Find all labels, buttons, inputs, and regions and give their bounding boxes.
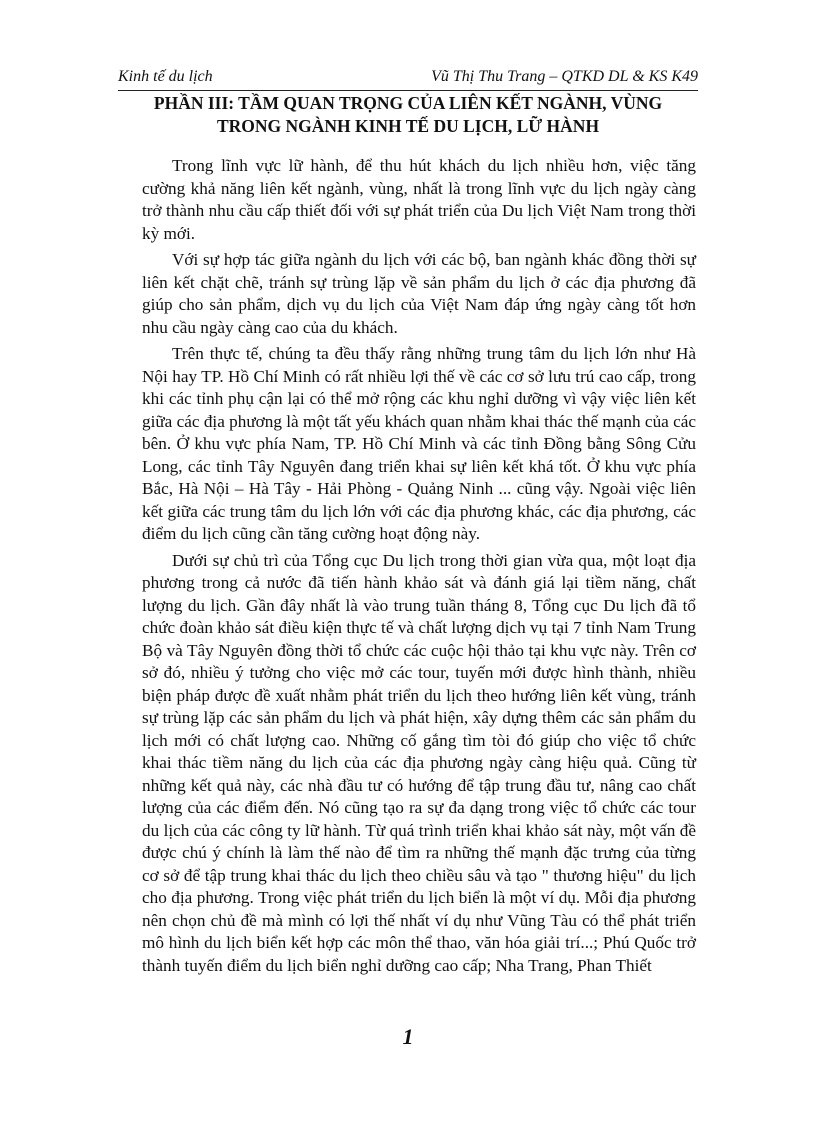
section-title-line-2: TRONG NGÀNH KINH TẾ DU LỊCH, LỮ HÀNH (216, 116, 600, 136)
paragraph: Dưới sự chủ trì của Tổng cục Du lịch trong thời gian vừa qua, một loạt địa phương trong cả nước đã tiến hành khảo sát và đánh giá lại tiềm năng, chất lượng du lịch. Gần đây nhất là vào trung tuần tháng 8, Tổng cục Du lịch đã tổ chức đoàn khảo sát điều kiện thực tế và chất lượng dịch vụ tại 7 tỉnh Nam Trung Bộ và Tây Nguyên đồng thời tổ chức các cuộc hội thảo tại khu vực này. Trên cơ sở đó, nhiều ý tưởng cho việc mở các tour, tuyến mới được hình thành, nhiều biện pháp được đề xuất nhằm phát triển du lịch theo hướng liên kết vùng, tránh sự trùng lặp các sản phẩm du lịch và phát hiện, xây dựng thêm các sản phẩm du lịch mới có chất lượng cao. Những cố gắng tìm tòi đó giúp cho việc tổ chức khai thác tiềm năng du lịch của các địa phương ngày càng hiệu quả. Cũng từ những kết quả này, các nhà đầu tư có hướng để tập trung đầu tư, nâng cao chất lượng của các điểm đến. Nó cũng tạo ra sự đa dạng trong việc tổ chức các tour du lịch của các công ty lữ hành. Từ quá trình triển khai khảo sát này, một vấn đề được chú ý chính là làm thế nào để tìm ra những thế mạnh đặc trưng của từng cơ sở để tập trung khai thác du lịch theo chiều sâu và tạo " thương hiệu" du lịch cho địa phương. Trong việc phát triển du lịch biển là một ví dụ. Mỗi địa phương nên chọn chủ đề mà mình có lợi thế nhất ví dụ như Vũng Tàu có thể phát triển mô hình du lịch biển kết hợp các môn thể thao, văn hóa giải trí...; Phú Quốc trở thành tuyến điểm du lịch biển nghỉ dưỡng cao cấp; Nha Trang, Phan Thiết (142, 550, 696, 975)
paragraph: Với sự hợp tác giữa ngành du lịch với các bộ, ban ngành khác đồng thời sự liên kết chặt chẽ, tránh sự trùng lặp về sản phẩm du lịch ở các địa phương đã giúp cho sản phẩm, dịch vụ du lịch của Việt Nam đáp ứng ngày càng tốt hơn nhu cầu ngày càng cao của du khách. (142, 250, 696, 337)
page-number: 1 (402, 1024, 414, 1049)
paragraph: Trên thực tế, chúng ta đều thấy rằng những trung tâm du lịch lớn như Hà Nội hay TP. Hồ Chí Minh có rất nhiều lợi thế về các cơ sở lưu trú cao cấp, trong khi các tỉnh phụ cận lại có thể mở rộng các khu nghỉ dưỡng vì vậy việc liên kết giữa các địa phương là một tất yếu khách quan nhằm khai thác thế mạnh của các bên. Ở khu vực phía Nam, TP. Hồ Chí Minh và các tỉnh Đồng bằng Sông Cửu Long, các tỉnh Tây Nguyên đang triển khai sự liên kết khá tốt. Ở khu vực phía Bắc, Hà Nội – Hà Tây - Hải Phòng - Quảng Ninh ... cũng vậy. Ngoài việc liên kết giữa các trung tâm du lịch lớn với các địa phương khác, các địa phương, các điểm du lịch cũng cần tăng cường hoạt động này. (142, 344, 696, 543)
paragraph: Trong lĩnh vực lữ hành, để thu hút khách du lịch nhiều hơn, việc tăng cường khả năng liên kết ngành, vùng, nhất là trong lĩnh vực du lịch ngày càng trở thành nhu cầu cấp thiết đối với sự phát triển của Du lịch Việt Nam trong thời kỳ mới. (142, 156, 696, 243)
header-left-text: Kinh tế du lịch (118, 68, 213, 85)
section-title (118, 92, 698, 138)
page-header (118, 64, 698, 91)
body-text (142, 155, 696, 981)
section-title-line-1: PHẦN III: TẦM QUAN TRỌNG CỦA LIÊN KẾT NGÀNH, VÙNG (153, 93, 663, 113)
header-right-text: Vũ Thị Thu Trang – QTKD DL & KS K49 (431, 68, 698, 85)
